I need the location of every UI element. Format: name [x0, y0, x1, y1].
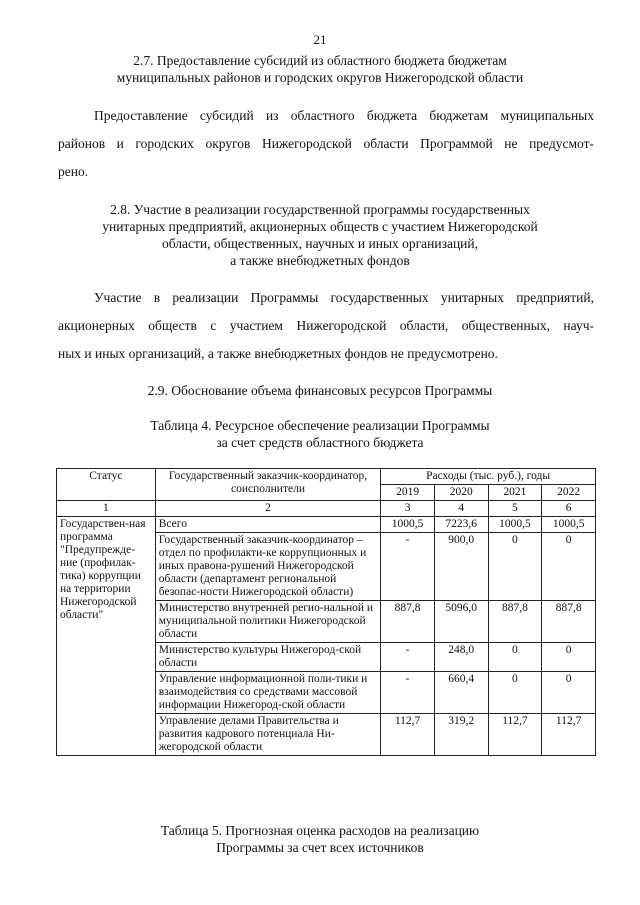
value-cell: 112,7: [381, 714, 435, 756]
paragraph-line: Участие в реализации Программы государственных унитарных предприятий,: [94, 290, 594, 305]
header-expenses: Расходы (тыс. руб.), годы: [381, 469, 596, 485]
table-4-caption: [60, 417, 580, 451]
value-cell: 112,7: [488, 714, 542, 756]
heading-line: 2.7. Предоставление субсидий из областного бюджета бюджетам: [133, 53, 507, 68]
value-cell: -: [381, 643, 435, 672]
table-index-row: [57, 501, 596, 517]
caption-line: Таблица 4. Ресурсное обеспечение реализации Программы: [150, 418, 490, 433]
value-cell: 0: [488, 643, 542, 672]
section-2-7-paragraph: [58, 102, 594, 186]
paragraph-line: рено.: [58, 164, 89, 179]
paragraph-line: Предоставление субсидий из областного бюджета бюджетам муниципальных: [94, 108, 594, 123]
value-cell: -: [381, 533, 435, 601]
header-customer: Государственный заказчик-координатор, соисполнители: [155, 469, 380, 501]
paragraph-line: ных и иных организаций, а также внебюджетных фондов не предусмотрено.: [58, 346, 498, 361]
value-cell: 248,0: [434, 643, 488, 672]
section-2-9-heading: 2.9. Обоснование объема финансовых ресурсов Программы: [147, 383, 493, 398]
value-cell: 7223,6: [434, 517, 488, 533]
customer-cell: Управление делами Правительства и развития кадрового потенциала Ни-жегородской области: [155, 714, 380, 756]
status-cell: Государствен-ная программа "Предупрежде-ние (профилак-тика) коррупции на территории Нижегородской области": [57, 517, 156, 756]
value-cell: 0: [488, 672, 542, 714]
index-cell: 4: [434, 501, 488, 517]
section-2-8-paragraph: [58, 284, 594, 368]
value-cell: 887,8: [488, 601, 542, 643]
section-2-8-heading: [60, 201, 580, 269]
table-row: [57, 517, 596, 533]
header-status: Статус: [57, 469, 156, 501]
header-year: 2022: [542, 485, 596, 501]
header-year: 2020: [434, 485, 488, 501]
caption-line: Программы за счет всех источников: [216, 840, 424, 855]
value-cell: -: [381, 672, 435, 714]
value-cell: 887,8: [542, 601, 596, 643]
heading-line: а также внебюджетных фондов: [230, 253, 410, 268]
value-cell: 112,7: [542, 714, 596, 756]
caption-line: Таблица 5. Прогнозная оценка расходов на реализацию: [160, 823, 480, 838]
value-cell: 0: [488, 533, 542, 601]
page-number: 21: [313, 32, 327, 47]
value-cell: 5096,0: [434, 601, 488, 643]
heading-line: области, общественных, научных и иных организаций,: [161, 236, 478, 251]
heading-line: унитарных предприятий, акционерных обществ с участием Нижегородской: [102, 219, 538, 234]
value-cell: 900,0: [434, 533, 488, 601]
customer-cell: Всего: [155, 517, 380, 533]
customer-cell: Управление информационной поли-тики и взаимодействия со средствами массовой информации Нижегород-ской области: [155, 672, 380, 714]
value-cell: 319,2: [434, 714, 488, 756]
value-cell: 660,4: [434, 672, 488, 714]
value-cell: 0: [542, 672, 596, 714]
paragraph-line: районов и городских округов Нижегородской области Программой не предусмот-: [58, 136, 594, 151]
index-cell: 1: [57, 501, 156, 517]
heading-line: муниципальных районов и городских округов Нижегородской области: [116, 70, 524, 85]
value-cell: 0: [542, 643, 596, 672]
header-year: 2019: [381, 485, 435, 501]
resource-table: [56, 468, 596, 756]
table-5-caption: [60, 822, 580, 856]
table-header-row: [57, 469, 596, 485]
customer-cell: Министерство культуры Нижегород-ской области: [155, 643, 380, 672]
value-cell: 1000,5: [381, 517, 435, 533]
value-cell: 887,8: [381, 601, 435, 643]
index-cell: 6: [542, 501, 596, 517]
heading-line: 2.8. Участие в реализации государственной программы государственных: [110, 202, 530, 217]
index-cell: 3: [381, 501, 435, 517]
section-2-7-heading: [60, 52, 580, 86]
index-cell: 5: [488, 501, 542, 517]
index-cell: 2: [155, 501, 380, 517]
customer-cell: Министерство внутренней регио-нальной и муниципальной политики Нижегородской области: [155, 601, 380, 643]
header-year: 2021: [488, 485, 542, 501]
value-cell: 1000,5: [542, 517, 596, 533]
value-cell: 0: [542, 533, 596, 601]
value-cell: 1000,5: [488, 517, 542, 533]
customer-cell: Государственный заказчик-координатор – отдел по профилакти-ке коррупционных и иных правона-рушений Нижегородской области (департамент региональной безопас-ности Нижегородской области): [155, 533, 380, 601]
paragraph-line: акционерных обществ с участием Нижегородской области, общественных, науч-: [58, 318, 594, 333]
caption-line: за счет средств областного бюджета: [216, 435, 424, 450]
